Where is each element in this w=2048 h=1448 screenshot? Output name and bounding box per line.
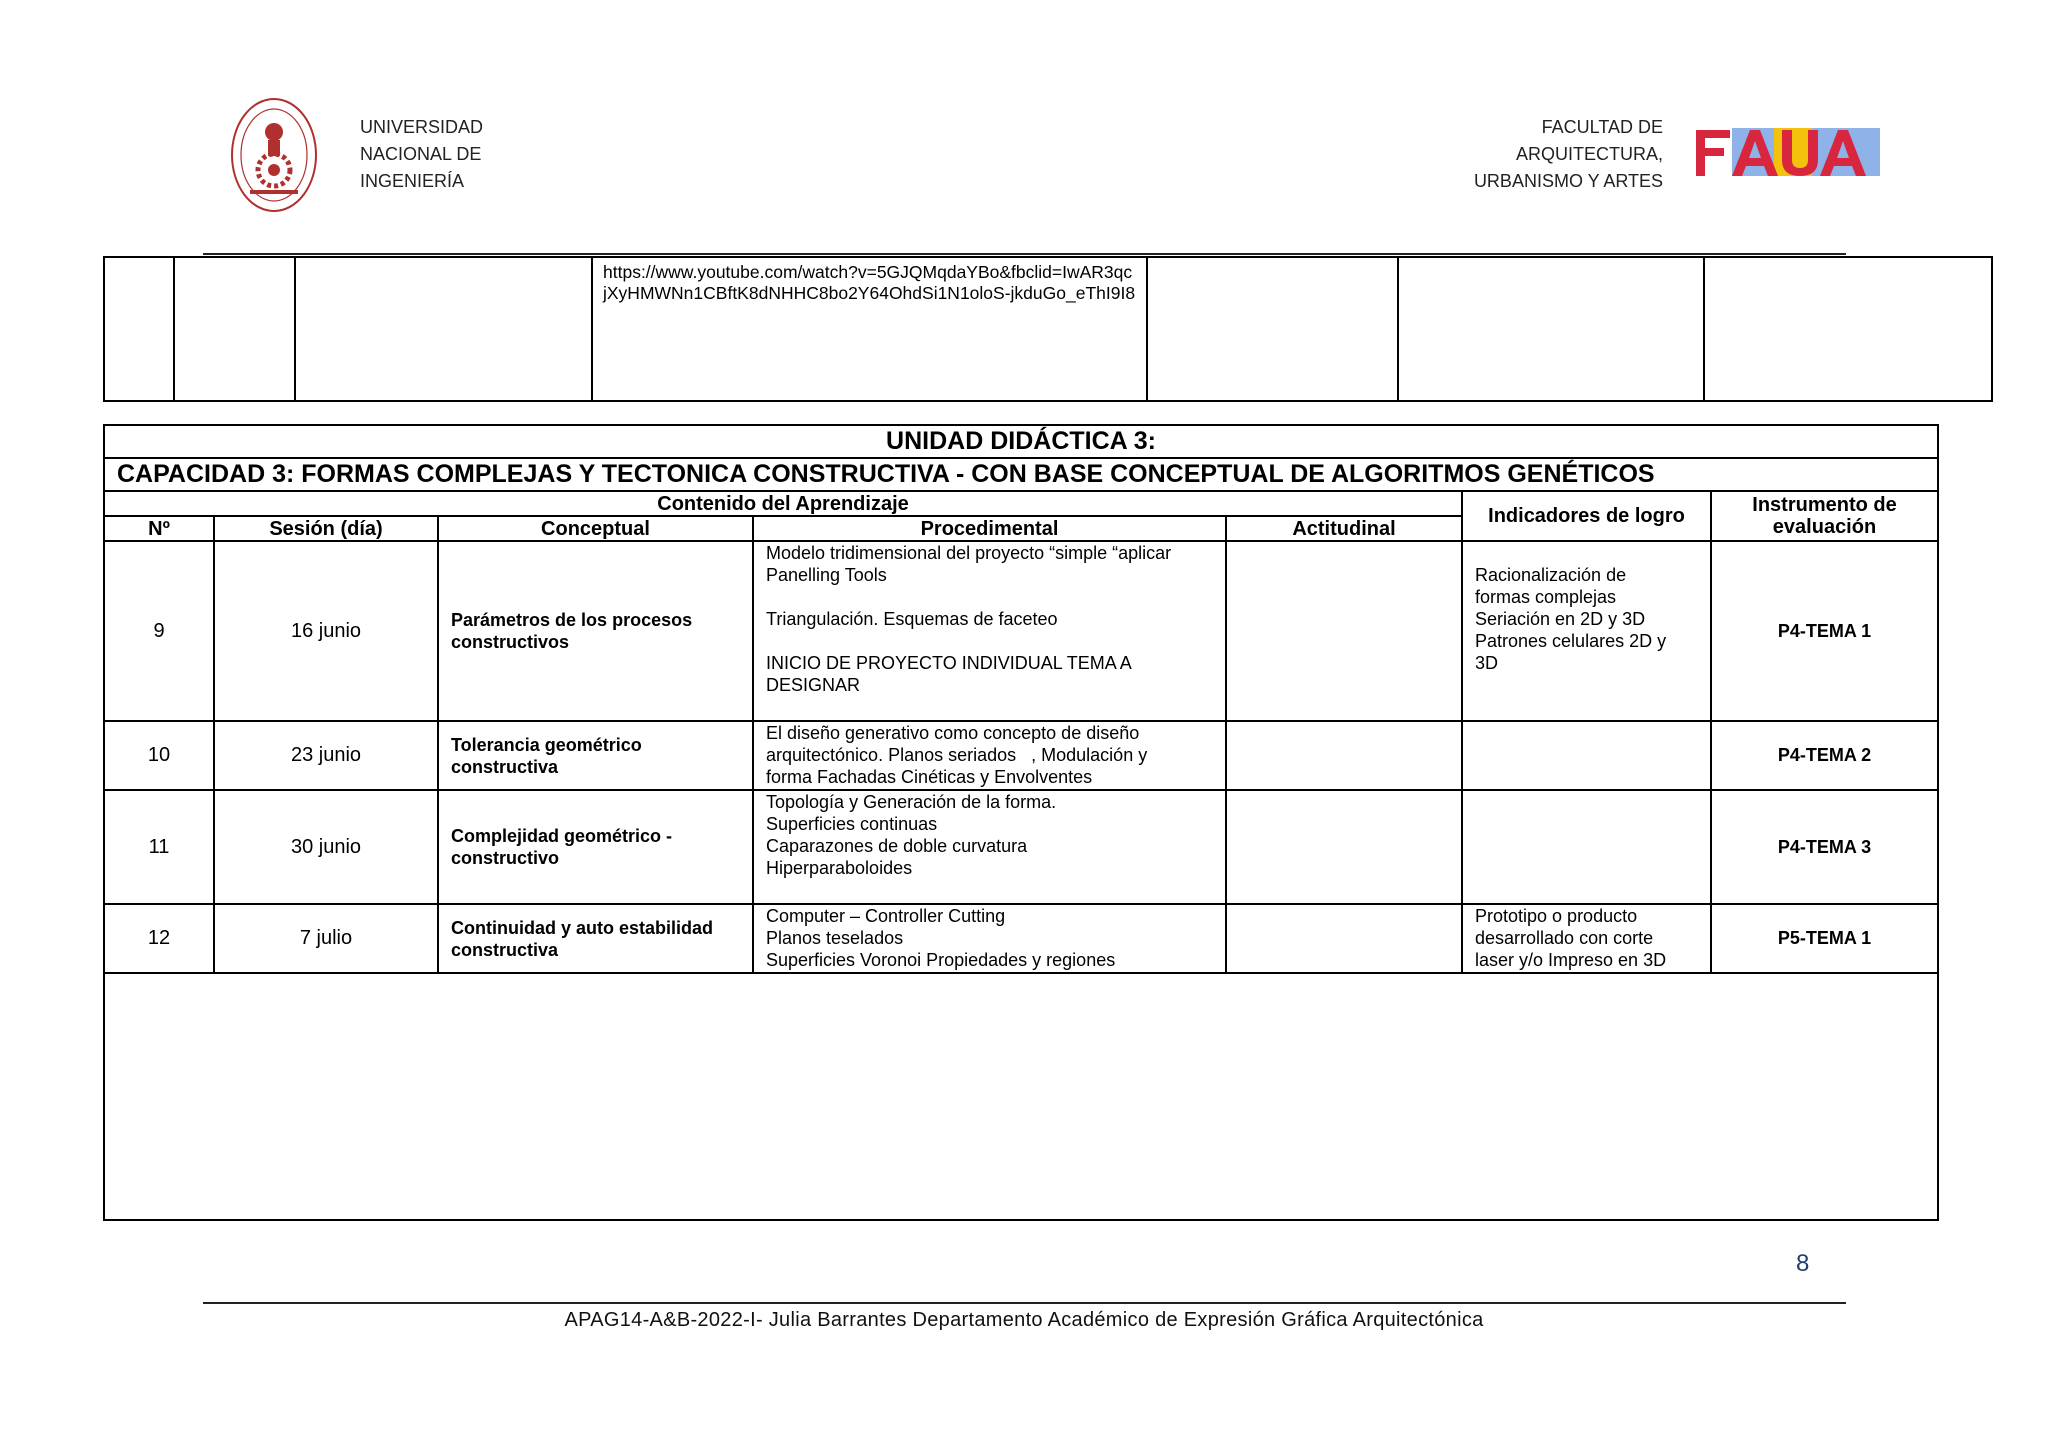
row-number: 11 — [104, 790, 214, 904]
row-instrumento: P4-TEMA 1 — [1711, 541, 1938, 721]
table-row — [104, 541, 1938, 721]
conceptual-header: Conceptual — [438, 516, 753, 541]
row-conceptual: Continuidad y auto estabilidad constructiva — [438, 904, 753, 973]
sesion-header: Sesión (día) — [214, 516, 438, 541]
university-name: UNIVERSIDAD NACIONAL DE INGENIERÍA — [360, 117, 484, 191]
instrumento-header: Instrumento de evaluación — [1711, 491, 1938, 541]
row-session: 23 junio — [214, 721, 438, 790]
row-actitudinal — [1226, 904, 1462, 973]
table-row — [104, 257, 1992, 401]
procedimental-header: Procedimental — [753, 516, 1226, 541]
header-rule — [203, 253, 1846, 255]
video-link[interactable]: https://www.youtube.com/watch?v=5GJQMqdaYBo&fbclid=IwAR3qcjXyHMWNn1CBftK8dNHHC8bo2Y64OhdSi1N1oloS-jkduGo_eThI9I8 — [592, 257, 1147, 401]
footer-rule — [203, 1302, 1846, 1304]
unit-title: UNIDAD DIDÁCTICA 3: — [104, 425, 1938, 458]
table-row — [104, 904, 1938, 973]
row-instrumento: P4-TEMA 3 — [1711, 790, 1938, 904]
row-procedimental: El diseño generativo como concepto de diseño arquitectónico. Planos seriados , Modulación y forma Fachadas Cinéticas y Envolventes — [753, 721, 1226, 790]
empty-row — [104, 973, 1938, 1220]
row-session: 16 junio — [214, 541, 438, 721]
row-indicadores — [1462, 790, 1711, 904]
row-number: 9 — [104, 541, 214, 721]
row-instrumento: P5-TEMA 1 — [1711, 904, 1938, 973]
row-instrumento: P4-TEMA 2 — [1711, 721, 1938, 790]
row-procedimental: Computer – Controller Cutting Planos teselados Superficies Voronoi Propiedades y regiones — [753, 904, 1226, 973]
table-row — [104, 721, 1938, 790]
footer-text: APAG14-A&B-2022-I- Julia Barrantes Departamento Académico de Expresión Gráfica Arquitectónica — [564, 1309, 1484, 1331]
row-conceptual: Tolerancia geométrico constructiva — [438, 721, 753, 790]
previous-unit-table — [103, 256, 1993, 402]
row-conceptual: Parámetros de los procesos constructivos — [438, 541, 753, 721]
row-actitudinal — [1226, 541, 1462, 721]
row-actitudinal — [1226, 790, 1462, 904]
capacity-title: CAPACIDAD 3: FORMAS COMPLEJAS Y TECTONICA CONSTRUCTIVA - CON BASE CONCEPTUAL DE ALGORITMOS GENÉTICOS — [104, 458, 1938, 491]
table-row — [104, 790, 1938, 904]
row-indicadores: Prototipo o producto desarrollado con corte laser y/o Impreso en 3D — [1462, 904, 1711, 973]
page-number: 8 — [1796, 1250, 1810, 1277]
row-number: 12 — [104, 904, 214, 973]
faculty-name: FACULTAD DE ARQUITECTURA, URBANISMO Y ARTES — [1473, 117, 1663, 191]
row-actitudinal — [1226, 721, 1462, 790]
unit-3-table — [103, 424, 1939, 1221]
row-conceptual: Complejidad geométrico - constructivo — [438, 790, 753, 904]
university-seal-icon — [230, 96, 318, 214]
num-header: Nº — [104, 516, 214, 541]
row-session: 7 julio — [214, 904, 438, 973]
row-session: 30 junio — [214, 790, 438, 904]
faua-logo — [1692, 126, 1888, 178]
row-indicadores: Racionalización de formas complejas Seriación en 2D y 3D Patrones celulares 2D y 3D — [1462, 541, 1711, 721]
row-number: 10 — [104, 721, 214, 790]
contenido-header: Contenido del Aprendizaje — [104, 491, 1462, 516]
row-indicadores — [1462, 721, 1711, 790]
row-procedimental: Topología y Generación de la forma. Superficies continuas Caparazones de doble curvatura Hiperparaboloides — [753, 790, 1226, 904]
indicadores-header: Indicadores de logro — [1462, 491, 1711, 541]
row-procedimental: Modelo tridimensional del proyecto “simple “aplicar Panelling Tools Triangulación. Esquemas de faceteo INICIO DE PROYECTO INDIVIDUAL TEMA A DESIGNAR — [753, 541, 1226, 721]
actitudinal-header: Actitudinal — [1226, 516, 1462, 541]
